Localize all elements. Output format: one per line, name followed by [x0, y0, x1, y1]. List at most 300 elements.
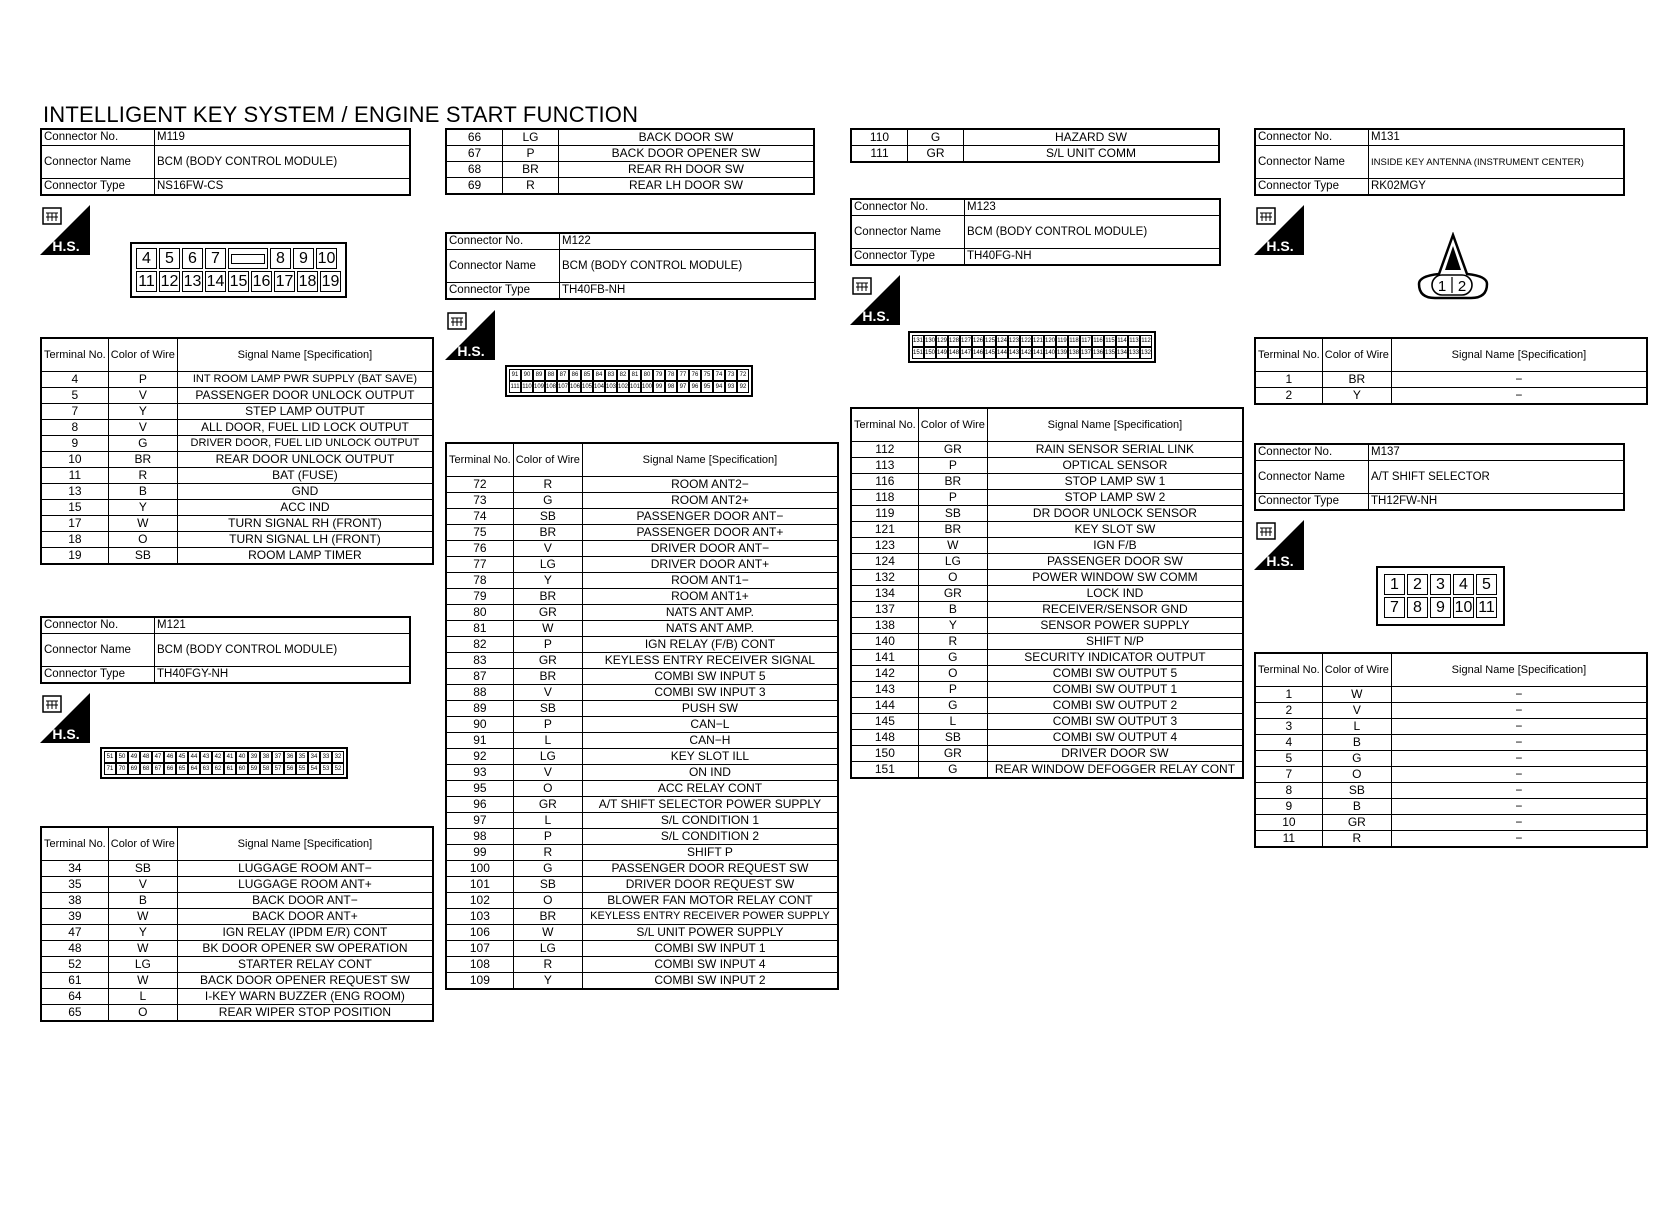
pin-label: 142 — [1020, 347, 1032, 359]
table-row — [446, 493, 838, 509]
header-signal: Signal Name [Specification] — [582, 443, 838, 477]
signal-cell: COMBI SW OUTPUT 4 — [987, 730, 1243, 746]
connector-no: M131 — [1369, 129, 1625, 146]
signal-cell: S/L UNIT POWER SUPPLY — [582, 925, 838, 941]
table-row — [1255, 799, 1647, 815]
signal-cell: RECEIVER/SENSOR GND — [987, 602, 1243, 618]
terminal-cell: 145 — [851, 714, 918, 730]
pin-label: 7 — [1384, 597, 1405, 618]
pin-label: 13 — [183, 273, 202, 290]
pin-label: 65 — [176, 763, 188, 775]
table-row — [446, 557, 838, 573]
pin-label: 16 — [252, 273, 271, 290]
terminal-cell: 119 — [851, 506, 918, 522]
terminal-cell: 123 — [851, 538, 918, 554]
table-row — [851, 602, 1243, 618]
svg-text:H.S.: H.S. — [1266, 238, 1294, 254]
wire-color-cell: P — [503, 146, 559, 162]
pin-label: 73 — [725, 369, 737, 381]
signal-cell: DRIVER DOOR ANT+ — [582, 557, 838, 573]
wire-color-cell: L — [513, 733, 582, 749]
wire-color-cell: LG — [513, 941, 582, 957]
wire-color-cell: P — [513, 829, 582, 845]
wire-color-cell: R — [918, 634, 987, 650]
wire-color-cell: GR — [918, 746, 987, 762]
label: Connector Type — [41, 667, 155, 684]
label: Connector No. — [41, 129, 155, 146]
signal-cell: PASSENGER DOOR SW — [987, 554, 1243, 570]
signal-cell: PASSENGER DOOR ANT+ — [582, 525, 838, 541]
wire-color-cell: GR — [1322, 815, 1391, 831]
terminal-cell: 4 — [1255, 735, 1322, 751]
pin-label: 71 — [104, 763, 116, 775]
signal-cell: A/T SHIFT SELECTOR POWER SUPPLY — [582, 797, 838, 813]
connector-type: TH40FG-NH — [965, 249, 1221, 266]
wire-color-cell: BR — [918, 522, 987, 538]
terminal-cell: 10 — [1255, 815, 1322, 831]
table-row — [41, 484, 433, 500]
header-terminal: Terminal No. — [1255, 653, 1322, 687]
connector-no: M123 — [965, 199, 1221, 216]
table-row — [446, 893, 838, 909]
terminal-cell: 99 — [446, 845, 513, 861]
terminal-cell: 10 — [41, 452, 108, 468]
pin-row-bottom — [135, 270, 342, 293]
pin-label: 32 — [332, 751, 344, 763]
wire-color-cell: O — [513, 893, 582, 909]
terminal-cell: 143 — [851, 682, 918, 698]
wire-color-cell: O — [918, 570, 987, 586]
pin-label: 46 — [164, 751, 176, 763]
pin-label: 120 — [1044, 335, 1056, 347]
terminal-cell: 89 — [446, 701, 513, 717]
signal-cell: REAR WIPER STOP POSITION — [177, 1005, 433, 1022]
terminal-cell: 88 — [446, 685, 513, 701]
terminal-cell: 93 — [446, 765, 513, 781]
table-row — [41, 941, 433, 957]
signal-cell: − — [1391, 735, 1647, 751]
wire-color-cell: W — [108, 973, 177, 989]
pin-label: 83 — [605, 369, 617, 381]
pin-label: 5 — [159, 248, 180, 269]
connector-info-m122 — [445, 232, 816, 300]
wire-color-cell: R — [513, 845, 582, 861]
table-row — [41, 1005, 433, 1022]
terminal-cell: 98 — [446, 829, 513, 845]
table-row — [446, 685, 838, 701]
hs-badge-icon — [850, 275, 900, 325]
table-row — [41, 516, 433, 532]
terminal-cell: 18 — [41, 532, 108, 548]
pin-label: 10 — [317, 250, 336, 267]
label: Connector Name — [1255, 461, 1369, 494]
pin-label: 76 — [689, 369, 701, 381]
signal-cell: PASSENGER DOOR REQUEST SW — [582, 861, 838, 877]
terminal-cell: 83 — [446, 653, 513, 669]
terminal-cell: 100 — [446, 861, 513, 877]
signal-cell: DRIVER DOOR ANT− — [582, 541, 838, 557]
pin-label: 96 — [689, 381, 701, 393]
wire-color-cell: Y — [918, 618, 987, 634]
wire-color-cell: BR — [1322, 372, 1391, 388]
pin-label: 124 — [996, 335, 1008, 347]
wire-color-cell: BR — [108, 452, 177, 468]
table-row — [446, 178, 814, 195]
signal-cell: KEY SLOT ILL — [582, 749, 838, 765]
pin-label: 72 — [737, 369, 749, 381]
wire-color-cell: P — [108, 372, 177, 388]
pin-label: 37 — [272, 751, 284, 763]
wire-color-cell: G — [513, 861, 582, 877]
pin-label: 111 — [509, 381, 521, 393]
wire-color-cell: GR — [918, 586, 987, 602]
pin-label: 49 — [128, 751, 140, 763]
label: Connector No. — [1255, 129, 1369, 146]
table-row — [851, 682, 1243, 698]
pin-label: 64 — [188, 763, 200, 775]
pin-label: 113 — [1128, 335, 1140, 347]
terminal-cell: 52 — [41, 957, 108, 973]
table-row — [446, 525, 838, 541]
wire-color-cell: P — [513, 717, 582, 733]
signal-cell: BACK DOOR ANT+ — [177, 909, 433, 925]
terminal-table-m123 — [850, 407, 1244, 779]
terminal-cell: 35 — [41, 877, 108, 893]
signal-cell: STOP LAMP SW 2 — [987, 490, 1243, 506]
connector-info-m121 — [40, 616, 411, 684]
table-row — [446, 941, 838, 957]
table-row — [446, 573, 838, 589]
wire-color-cell: L — [1322, 719, 1391, 735]
wire-color-cell: R — [513, 477, 582, 493]
wire-color-cell: SB — [918, 506, 987, 522]
table-row — [1255, 687, 1647, 703]
terminal-cell: 101 — [446, 877, 513, 893]
table-row — [446, 509, 838, 525]
label: Connector Name — [41, 634, 155, 667]
pin-label: 138 — [1068, 347, 1080, 359]
signal-cell: − — [1391, 372, 1647, 388]
signal-cell: PUSH SW — [582, 701, 838, 717]
header-signal: Signal Name [Specification] — [1391, 338, 1647, 372]
connector-diagram-m121 — [100, 747, 348, 779]
terminal-cell: 11 — [1255, 831, 1322, 848]
terminal-cell: 8 — [1255, 783, 1322, 799]
signal-cell: CAN−L — [582, 717, 838, 733]
connector-info-m123 — [850, 198, 1221, 266]
pin-label: 101 — [629, 381, 641, 393]
table-row — [446, 621, 838, 637]
terminal-cell: 38 — [41, 893, 108, 909]
terminal-cell: 87 — [446, 669, 513, 685]
table-row — [851, 458, 1243, 474]
terminal-cell: 48 — [41, 941, 108, 957]
signal-cell: REAR DOOR UNLOCK OUTPUT — [177, 452, 433, 468]
wire-color-cell: LG — [513, 749, 582, 765]
terminal-cell: 77 — [446, 557, 513, 573]
terminal-table-m121-cont — [445, 128, 815, 195]
pin-label: 80 — [641, 369, 653, 381]
terminal-cell: 144 — [851, 698, 918, 714]
terminal-cell: 142 — [851, 666, 918, 682]
svg-text:H.S.: H.S. — [457, 343, 485, 359]
wire-color-cell: P — [918, 682, 987, 698]
label: Connector Name — [1255, 146, 1369, 179]
terminal-cell: 5 — [1255, 751, 1322, 767]
pin-label: 18 — [298, 273, 317, 290]
terminal-table-m122-cont — [850, 128, 1220, 163]
svg-text:H.S.: H.S. — [1266, 553, 1294, 569]
signal-cell: DRIVER DOOR SW — [987, 746, 1243, 762]
table-row — [1255, 388, 1647, 405]
signal-cell: STARTER RELAY CONT — [177, 957, 433, 973]
table-row — [41, 861, 433, 877]
pin-label: 19 — [321, 273, 340, 290]
pin-label: 55 — [296, 763, 308, 775]
pin-label: 131 — [912, 335, 924, 347]
hs-badge-icon — [1254, 520, 1304, 570]
pin-label: 91 — [509, 369, 521, 381]
signal-cell: IGN F/B — [987, 538, 1243, 554]
pin-label: 3 — [1430, 574, 1451, 595]
wire-color-cell: O — [1322, 767, 1391, 783]
table-row — [41, 532, 433, 548]
table-row — [851, 538, 1243, 554]
terminal-cell: 97 — [446, 813, 513, 829]
pin-label: 8 — [270, 248, 291, 269]
terminal-cell: 118 — [851, 490, 918, 506]
table-row — [1255, 815, 1647, 831]
wire-color-cell: BR — [513, 909, 582, 925]
pin-label: 79 — [653, 369, 665, 381]
terminal-cell: 103 — [446, 909, 513, 925]
signal-cell: − — [1391, 783, 1647, 799]
table-row — [851, 442, 1243, 458]
pin-label: 33 — [320, 751, 332, 763]
wire-color-cell: G — [918, 762, 987, 779]
label: Connector Type — [1255, 179, 1369, 196]
connector-type: TH12FW-NH — [1369, 494, 1625, 511]
table-row — [851, 146, 1219, 163]
pin-row-top — [1383, 573, 1498, 596]
table-row — [446, 925, 838, 941]
terminal-cell: 110 — [851, 129, 908, 146]
table-row — [851, 490, 1243, 506]
signal-cell: IGN RELAY (IPDM E/R) CONT — [177, 925, 433, 941]
label: Connector Name — [851, 216, 965, 249]
pin-label: 116 — [1092, 335, 1104, 347]
pin-row-top — [135, 247, 342, 270]
signal-cell: KEYLESS ENTRY RECEIVER SIGNAL — [582, 653, 838, 669]
terminal-cell: 72 — [446, 477, 513, 493]
pin-label: 125 — [984, 335, 996, 347]
label: Connector Type — [1255, 494, 1369, 511]
table-row — [851, 762, 1243, 779]
pin-label: 78 — [665, 369, 677, 381]
pin-label: 12 — [160, 273, 179, 290]
terminal-cell: 7 — [41, 404, 108, 420]
pin-label: 53 — [320, 763, 332, 775]
connector-diagram-m122 — [505, 365, 753, 397]
table-row — [851, 666, 1243, 682]
terminal-cell: 138 — [851, 618, 918, 634]
pin-label: 60 — [236, 763, 248, 775]
terminal-cell: 79 — [446, 589, 513, 605]
pin-label: 92 — [737, 381, 749, 393]
table-row — [851, 474, 1243, 490]
table-row — [446, 733, 838, 749]
table-row — [41, 909, 433, 925]
signal-cell: − — [1391, 687, 1647, 703]
pin-label: 103 — [605, 381, 617, 393]
wire-color-cell: G — [513, 493, 582, 509]
wire-color-cell: L — [108, 989, 177, 1005]
table-row — [446, 765, 838, 781]
terminal-cell: 3 — [1255, 719, 1322, 735]
label: Connector Name — [446, 250, 560, 283]
terminal-cell: 80 — [446, 605, 513, 621]
svg-text:H.S.: H.S. — [862, 308, 890, 324]
pin-label: 141 — [1032, 347, 1044, 359]
pin-label: 109 — [533, 381, 545, 393]
pin-label: 108 — [545, 381, 557, 393]
pin-label: 107 — [557, 381, 569, 393]
terminal-cell: 34 — [41, 861, 108, 877]
wire-color-cell: BR — [513, 669, 582, 685]
terminal-cell: 140 — [851, 634, 918, 650]
wire-color-cell: V — [513, 685, 582, 701]
pin-label: 4 — [1453, 574, 1474, 595]
wire-color-cell: Y — [108, 925, 177, 941]
wire-color-cell: SB — [513, 509, 582, 525]
pin-label: 42 — [212, 751, 224, 763]
pin-label: 119 — [1056, 335, 1068, 347]
wire-color-cell: V — [108, 877, 177, 893]
pin-label: 74 — [713, 369, 725, 381]
pin-label: 10 — [1454, 599, 1473, 616]
svg-text:H.S.: H.S. — [52, 238, 80, 254]
pin-label: 133 — [1128, 347, 1140, 359]
pin-label: 40 — [236, 751, 248, 763]
table-row — [851, 506, 1243, 522]
terminal-cell: 65 — [41, 1005, 108, 1022]
pin-label: 127 — [960, 335, 972, 347]
wire-color-cell: B — [918, 602, 987, 618]
signal-cell: NATS ANT AMP. — [582, 621, 838, 637]
signal-cell: − — [1391, 767, 1647, 783]
pin-label: 59 — [248, 763, 260, 775]
terminal-cell: 113 — [851, 458, 918, 474]
signal-cell: REAR LH DOOR SW — [559, 178, 815, 195]
wire-color-cell: O — [108, 532, 177, 548]
pin-label: 45 — [176, 751, 188, 763]
table-row — [851, 129, 1219, 146]
signal-cell: HAZARD SW — [964, 129, 1220, 146]
pin-label: 62 — [212, 763, 224, 775]
header-signal: Signal Name [Specification] — [177, 338, 433, 372]
wire-color-cell: V — [513, 765, 582, 781]
signal-cell: DRIVER DOOR REQUEST SW — [582, 877, 838, 893]
table-row — [446, 861, 838, 877]
pin-label: 106 — [569, 381, 581, 393]
pin-label: 17 — [275, 273, 294, 290]
terminal-cell: 116 — [851, 474, 918, 490]
wire-color-cell: SB — [1322, 783, 1391, 799]
connector-diagram-m119 — [130, 242, 347, 298]
pin-label: 149 — [936, 347, 948, 359]
pin-label: 151 — [912, 347, 924, 359]
table-row — [446, 749, 838, 765]
table-row — [446, 973, 838, 990]
pin-label: 11 — [136, 271, 157, 292]
terminal-cell: 76 — [446, 541, 513, 557]
wire-color-cell: BR — [513, 589, 582, 605]
terminal-cell: 82 — [446, 637, 513, 653]
wire-color-cell: BR — [513, 525, 582, 541]
header-color: Color of Wire — [108, 827, 177, 861]
terminal-cell: 151 — [851, 762, 918, 779]
table-row — [446, 541, 838, 557]
terminal-cell: 9 — [1255, 799, 1322, 815]
label: Connector No. — [851, 199, 965, 216]
pin-label: 132 — [1140, 347, 1152, 359]
pin-label: 69 — [128, 763, 140, 775]
pin-label: 117 — [1080, 335, 1092, 347]
connector-info-m137 — [1254, 443, 1625, 511]
pin-label: 57 — [272, 763, 284, 775]
pin-label: 94 — [713, 381, 725, 393]
terminal-cell: 141 — [851, 650, 918, 666]
wire-color-cell: LG — [503, 129, 559, 146]
pin-label: 129 — [936, 335, 948, 347]
connector-no: M119 — [155, 129, 411, 146]
signal-cell: COMBI SW OUTPUT 1 — [987, 682, 1243, 698]
signal-cell: BACK DOOR SW — [559, 129, 815, 146]
table-row — [446, 637, 838, 653]
pin-label: 66 — [164, 763, 176, 775]
terminal-cell: 91 — [446, 733, 513, 749]
connector-name: BCM (BODY CONTROL MODULE) — [155, 146, 411, 179]
wire-color-cell: W — [1322, 687, 1391, 703]
terminal-cell: 112 — [851, 442, 918, 458]
wire-color-cell: O — [513, 781, 582, 797]
signal-cell: POWER WINDOW SW COMM — [987, 570, 1243, 586]
connector-type: NS16FW-CS — [155, 179, 411, 196]
header-signal: Signal Name [Specification] — [177, 827, 433, 861]
signal-cell: COMBI SW INPUT 2 — [582, 973, 838, 990]
wire-color-cell: W — [513, 621, 582, 637]
pin-label: 70 — [116, 763, 128, 775]
wire-color-cell: SB — [108, 548, 177, 565]
header-terminal: Terminal No. — [41, 827, 108, 861]
wire-color-cell: W — [108, 909, 177, 925]
terminal-cell: 81 — [446, 621, 513, 637]
pin-label: 121 — [1032, 335, 1044, 347]
pin-label: 104 — [593, 381, 605, 393]
pin-label: 15 — [229, 273, 248, 290]
pin-label: 1 — [1437, 278, 1447, 295]
pin-label: 5 — [1476, 574, 1497, 595]
table-row — [851, 554, 1243, 570]
wire-color-cell: SB — [918, 730, 987, 746]
signal-cell: REAR WINDOW DEFOGGER RELAY CONT — [987, 762, 1243, 779]
pin-label: 41 — [224, 751, 236, 763]
signal-cell: BACK DOOR ANT− — [177, 893, 433, 909]
signal-cell: BACK DOOR OPENER SW — [559, 146, 815, 162]
pin-label: 137 — [1080, 347, 1092, 359]
signal-cell: − — [1391, 751, 1647, 767]
pin-label: 114 — [1116, 335, 1128, 347]
